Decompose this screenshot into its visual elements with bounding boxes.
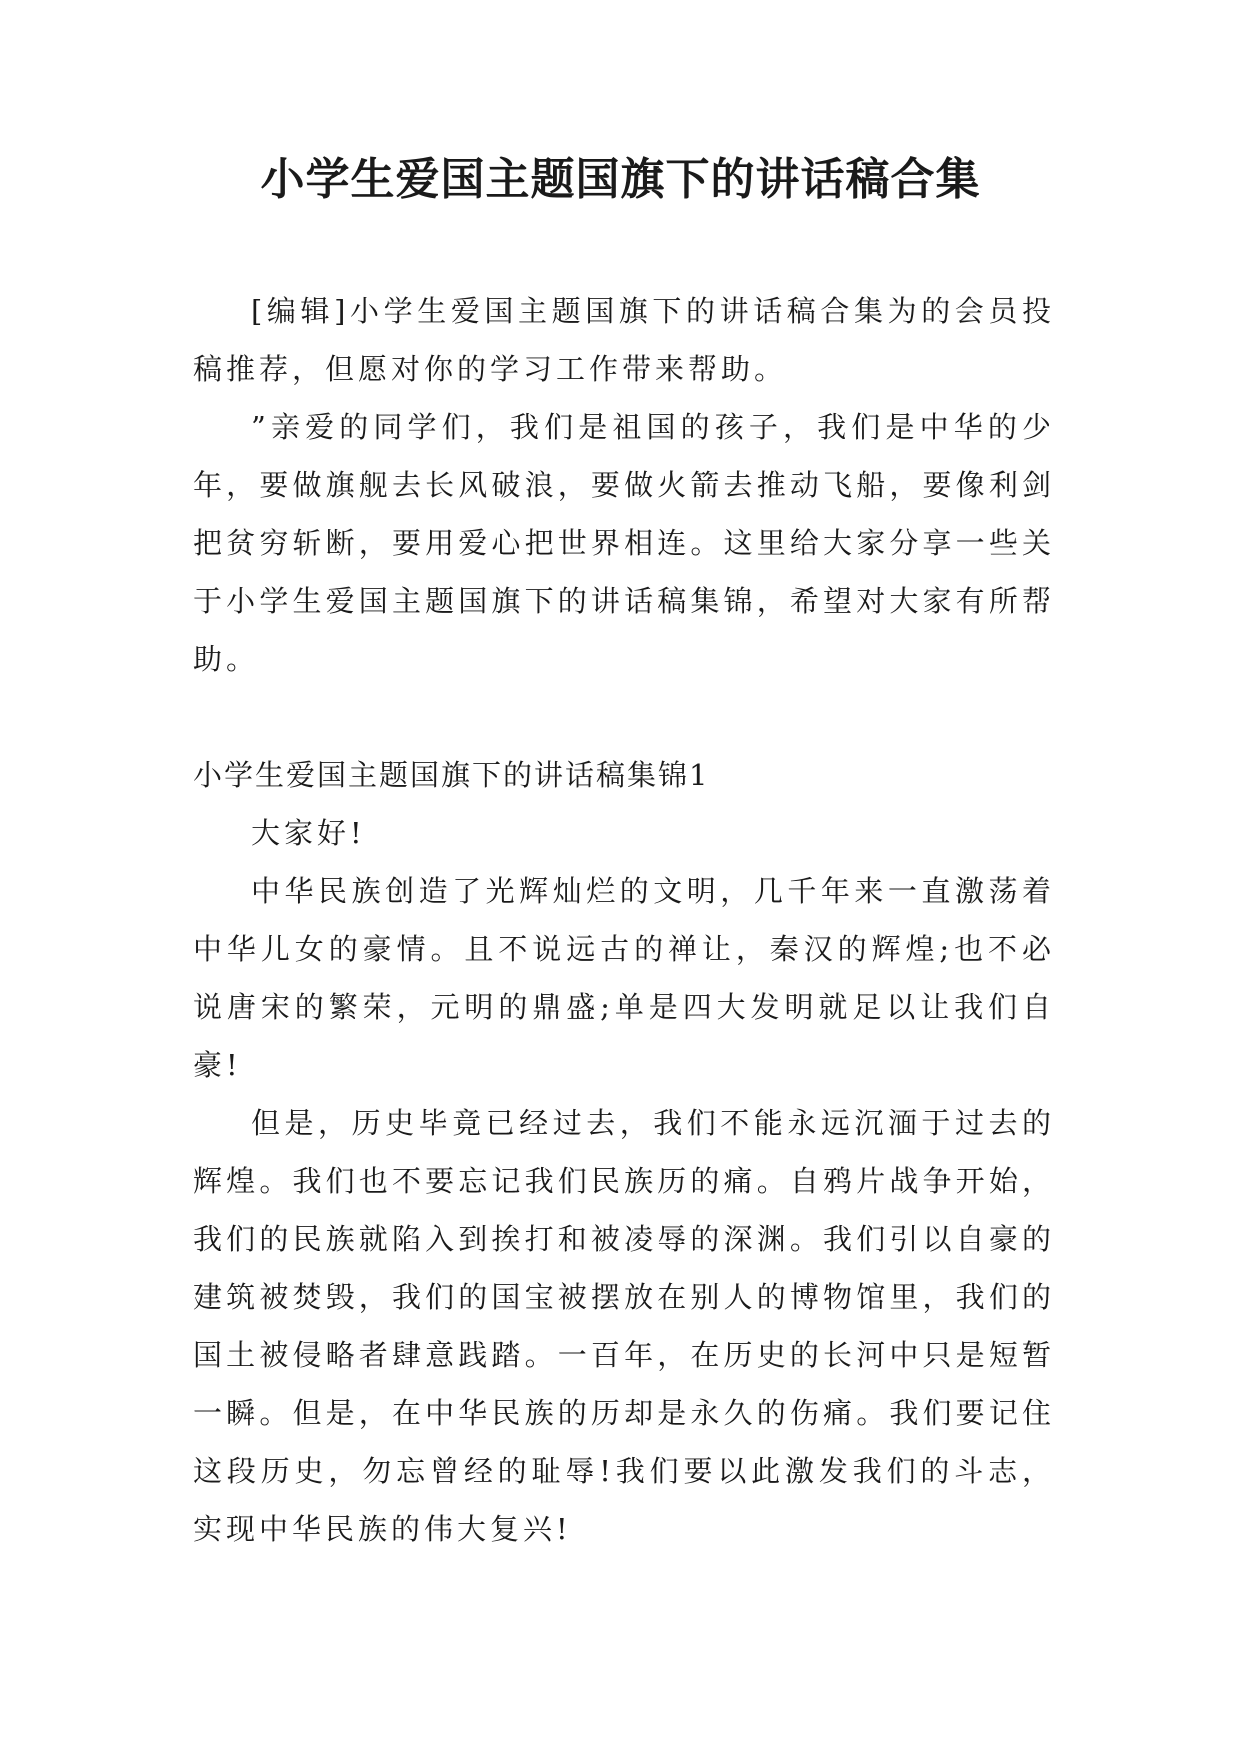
document-title: 小学生爱国主题国旗下的讲话稿合集 — [260, 154, 981, 205]
intro-paragraph: [编辑]小学生爱国主题国旗下的讲话稿合集为的会员投稿推荐，但愿对你的学习工作带来帮助。 — [193, 294, 1055, 386]
body-paragraph: 但是，历史毕竟已经过去，我们不能永远沉湎于过去的辉煌。我们也不要忘记我们民族历的痛。自鸦片战争开始，我们的民族就陷入到挨打和被凌辱的深渊。我们引以自豪的建筑被焚毁，我们的国宝被摆放在别人的博物馆里，我们的国土被侵略者肆意践踏。一百年，在历史的长河中只是短暂一瞬。但是，在中华民族的历却是永久的伤痛。我们要记住这段历史，勿忘曾经的耻辱!我们要以此激发我们的斗志，实现中华民族的伟大复兴! — [193, 1106, 1055, 1546]
document-body — [193, 282, 1055, 1558]
body-paragraph: 中华民族创造了光辉灿烂的文明，几千年来一直激荡着中华儿女的豪情。且不说远古的禅让，秦汉的辉煌;也不必说唐宋的繁荣，元明的鼎盛;单是四大发明就足以让我们自豪! — [193, 874, 1055, 1082]
greeting-paragraph: 大家好! — [251, 816, 366, 850]
intro-paragraph: ”亲爱的同学们，我们是祖国的孩子，我们是中华的少年，要做旗舰去长风破浪，要做火箭去推动飞船，要像利剑把贫穷斩断，要用爱心把世界相连。这里给大家分享一些关于小学生爱国主题国旗下的讲话稿集锦，希望对大家有所帮助。 — [193, 410, 1055, 676]
section-heading: 小学生爱国主题国旗下的讲话稿集锦1 — [193, 758, 710, 792]
